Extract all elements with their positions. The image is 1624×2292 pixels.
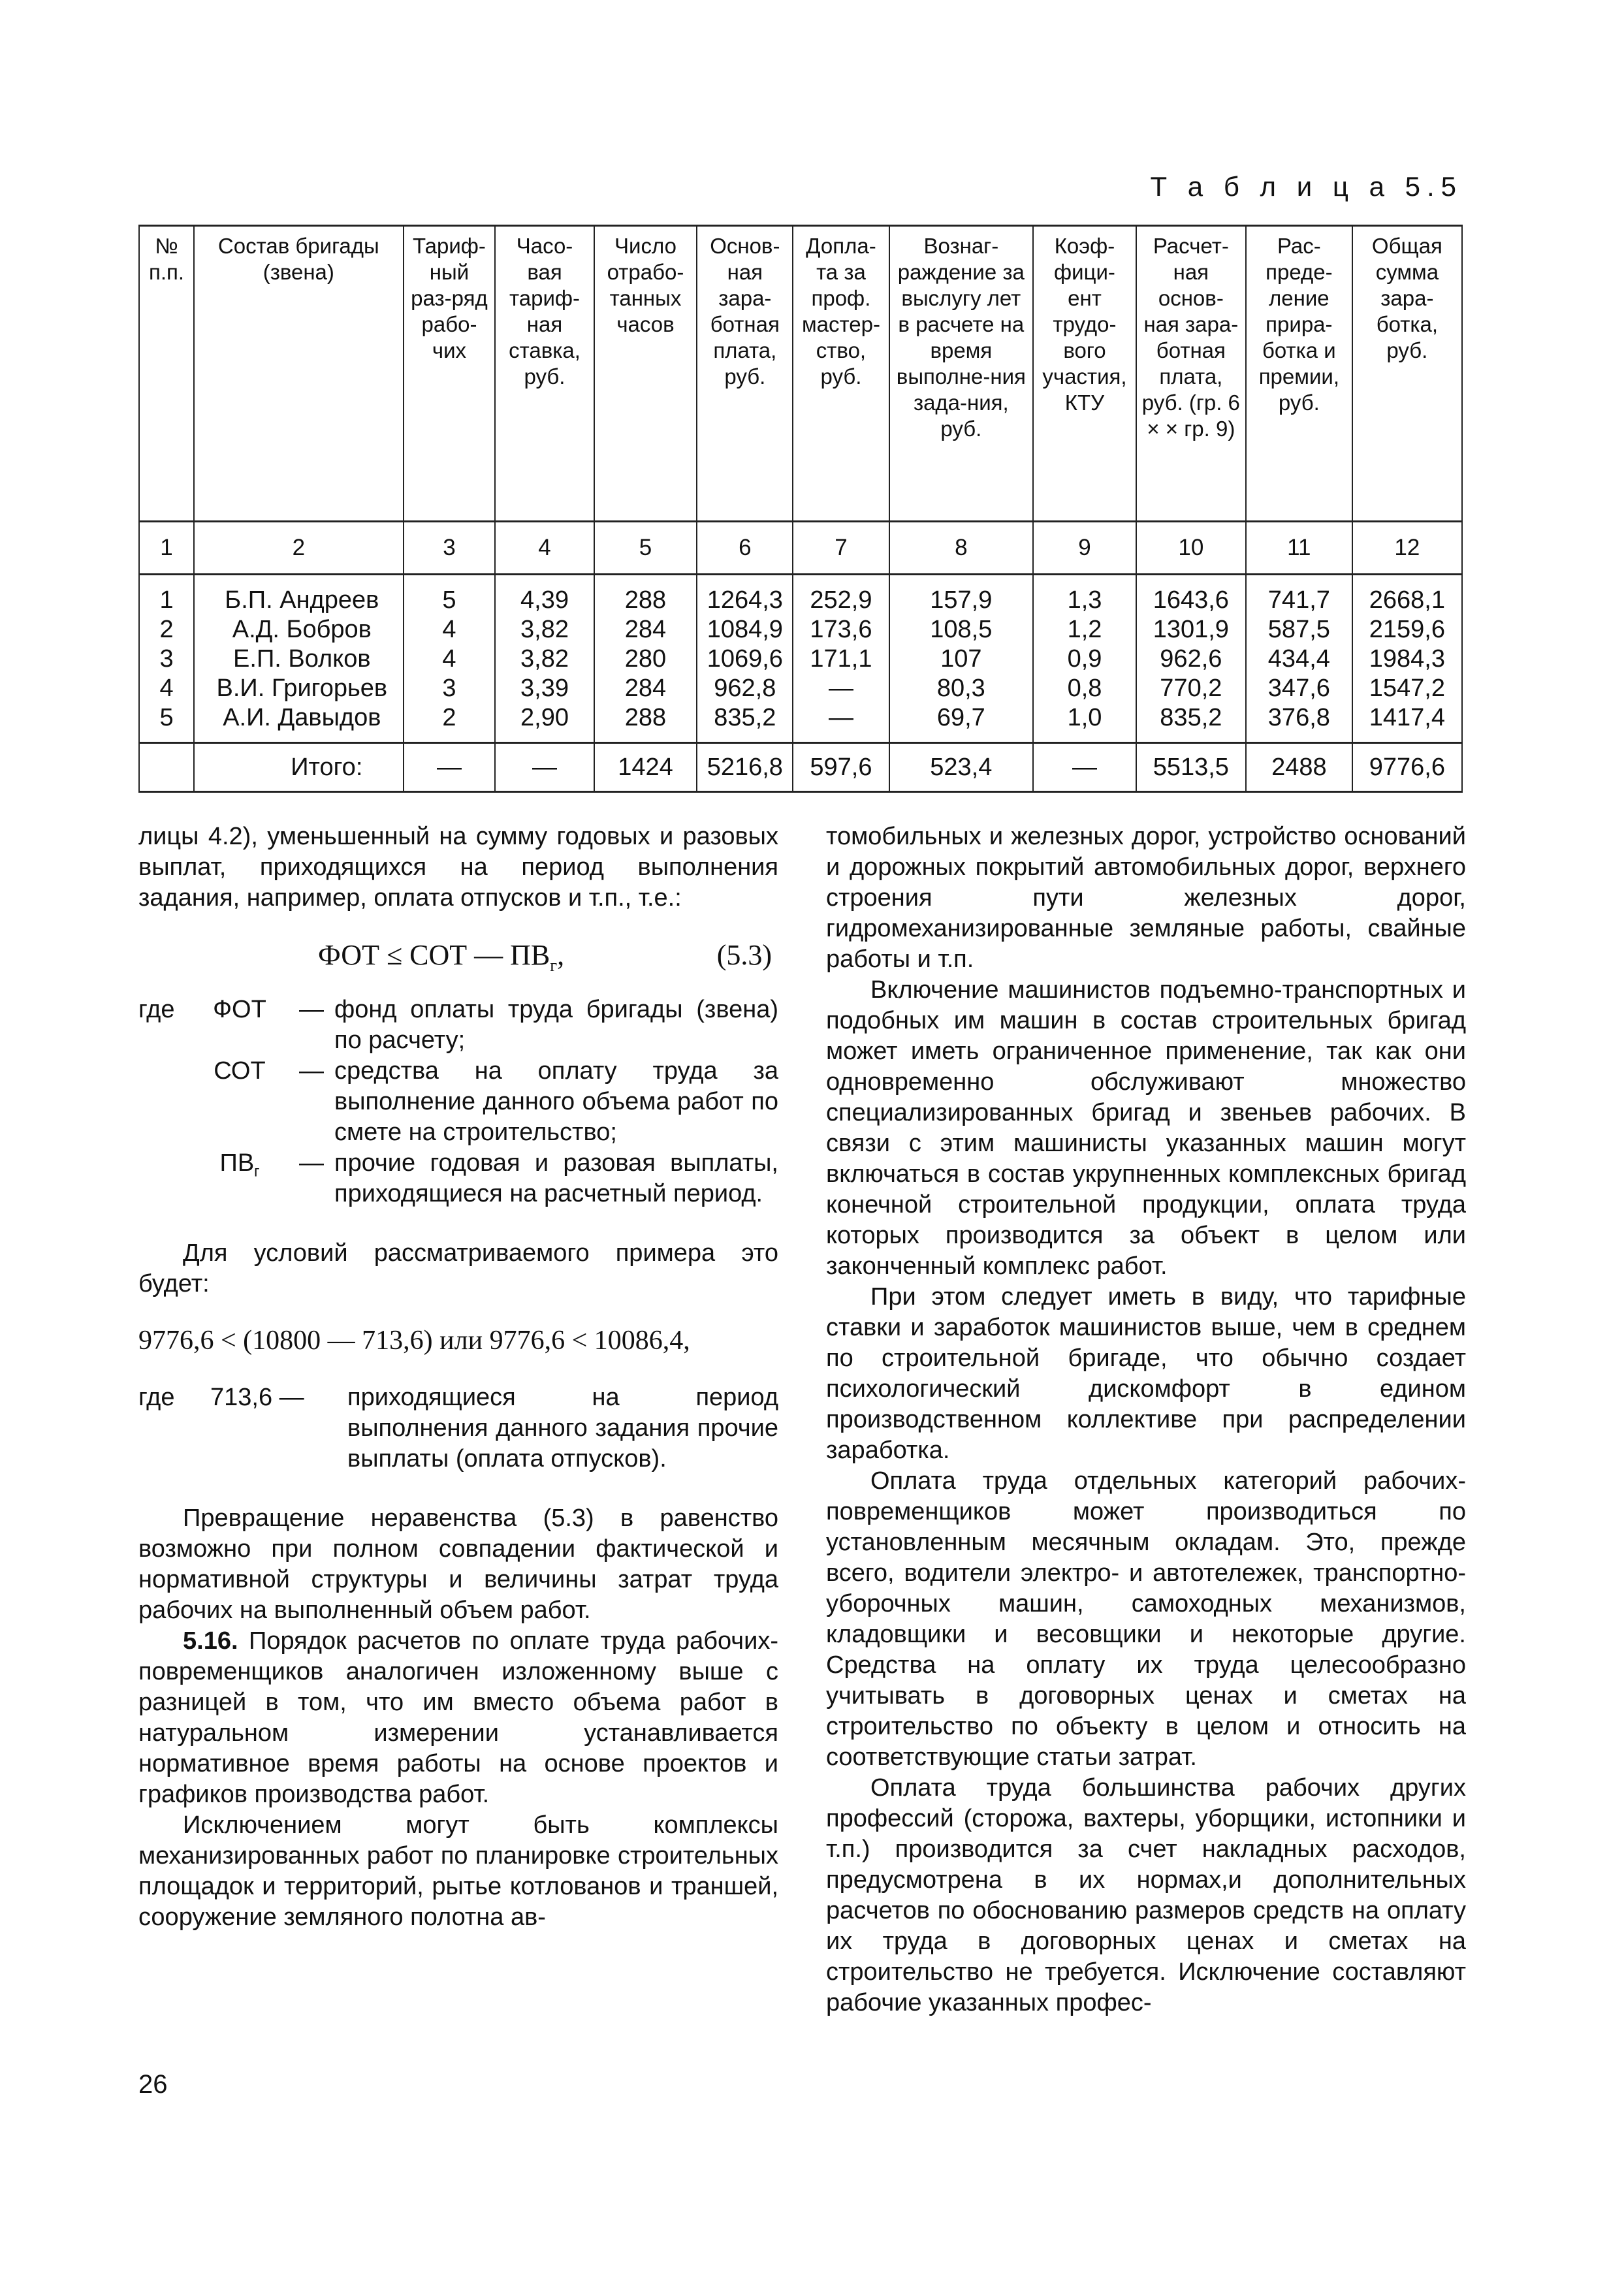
column-number-row xyxy=(139,522,1462,575)
definition-symbol: 713,6 — xyxy=(210,1384,304,1411)
table-cell: 962,6 xyxy=(1136,645,1246,674)
table-cell: 284 xyxy=(594,674,697,703)
column-number: 4 xyxy=(495,522,594,575)
table-cell: 770,2 xyxy=(1136,674,1246,703)
paragraph: Превращение неравенства (5.3) в равенство возможно при полном совпадении фактической и нормативной структуры и величины затрат труда рабочих на выполненный объем работ. xyxy=(138,1504,778,1624)
table-cell: 4 xyxy=(404,615,496,645)
table-cell: 347,6 xyxy=(1246,674,1352,703)
table-cell: 108,5 xyxy=(889,615,1034,645)
definition-text: приходящиеся на период выполнения данного задания прочие выплаты (оплата отпусков). xyxy=(347,1384,778,1472)
table-cell: 288 xyxy=(594,575,697,616)
definitions-list xyxy=(138,995,778,1209)
section-number: 5.16. xyxy=(183,1627,238,1655)
table-cell: 1547,2 xyxy=(1352,674,1462,703)
table-cell: 3,82 xyxy=(495,645,594,674)
total-row xyxy=(139,743,1462,792)
definition-dash: — xyxy=(299,1057,324,1085)
column-number: 12 xyxy=(1352,522,1462,575)
table-cell: 835,2 xyxy=(697,703,793,743)
header-cell: № п.п. xyxy=(139,226,194,522)
header-cell: Общая сумма зара-ботка, руб. xyxy=(1352,226,1462,522)
table-cell: 252,9 xyxy=(793,575,889,616)
definition-dash: — xyxy=(299,1149,324,1177)
table-cell: 9776,6 xyxy=(1352,743,1462,792)
right-column xyxy=(826,821,1466,2018)
formula-inequality: 9776,6 < (10800 — 713,6) или 9776,6 < 10086,4, xyxy=(138,1326,690,1356)
table-cell: 80,3 xyxy=(889,674,1034,703)
table-cell: — xyxy=(495,743,594,792)
table-cell: Б.П. Андреев xyxy=(194,575,404,616)
table-cell: 1 xyxy=(139,575,194,616)
formula-number: (5.3) xyxy=(716,939,772,971)
table-cell: 1084,9 xyxy=(697,615,793,645)
table-cell: 4 xyxy=(404,645,496,674)
definitions-list-2 xyxy=(138,1382,778,1474)
table-cell: В.И. Григорьев xyxy=(194,674,404,703)
table-row xyxy=(139,575,1462,616)
table-cell: 5513,5 xyxy=(1136,743,1246,792)
header-cell: Рас-преде-ление прира-ботка и премии, руб. xyxy=(1246,226,1352,522)
table-cell: — xyxy=(793,703,889,743)
table-row xyxy=(139,615,1462,645)
table-row xyxy=(139,703,1462,743)
column-number: 8 xyxy=(889,522,1034,575)
table-cell: 0,9 xyxy=(1033,645,1136,674)
where-label: где xyxy=(138,996,175,1023)
table-cell: 1301,9 xyxy=(1136,615,1246,645)
table-cell: 3 xyxy=(139,645,194,674)
table-cell: 1417,4 xyxy=(1352,703,1462,743)
table-cell: 69,7 xyxy=(889,703,1034,743)
column-number: 3 xyxy=(404,522,496,575)
table-cell: 4 xyxy=(139,674,194,703)
table-cell: 173,6 xyxy=(793,615,889,645)
header-cell: Часо-вая тариф-ная ставка, руб. xyxy=(495,226,594,522)
table-cell: 107 xyxy=(889,645,1034,674)
header-cell: Расчет-ная основ-ная зара-ботная плата, руб. (гр. 6 × × гр. 9) xyxy=(1136,226,1246,522)
definition-dash: — xyxy=(299,996,324,1023)
table-cell: 3 xyxy=(404,674,496,703)
table-cell: 1,3 xyxy=(1033,575,1136,616)
table-cell: — xyxy=(404,743,496,792)
column-number: 2 xyxy=(194,522,404,575)
paragraph: При этом следует иметь в виду, что тарифные ставки и заработок машинистов выше, чем в среднем по строительной бригаде, что обычно создает психологический дискомфорт в едином производственном коллективе при распределении заработка. xyxy=(826,1283,1466,1464)
total-label: Итого: xyxy=(194,743,404,792)
page-number: 26 xyxy=(138,2070,168,2099)
column-number: 6 xyxy=(697,522,793,575)
table-cell: 962,8 xyxy=(697,674,793,703)
column-number: 7 xyxy=(793,522,889,575)
table-cell xyxy=(139,743,194,792)
table-cell: — xyxy=(793,674,889,703)
column-number: 11 xyxy=(1246,522,1352,575)
table-cell: 587,5 xyxy=(1246,615,1352,645)
table-cell: 5 xyxy=(404,575,496,616)
paragraph: томобильных и железных дорог, устройство оснований и дорожных покрытий автомобильных дорог, верхнего строения пути железных дорог, гидромеханизированные земляные работы, свайные работы и т.п. xyxy=(826,823,1466,973)
table-cell: 1643,6 xyxy=(1136,575,1246,616)
column-number: 5 xyxy=(594,522,697,575)
table-cell: 1424 xyxy=(594,743,697,792)
table-cell: 523,4 xyxy=(889,743,1034,792)
column-number: 1 xyxy=(139,522,194,575)
header-cell: Состав бригады (звена) xyxy=(194,226,404,522)
header-cell: Коэф-фици-ент трудо-вого участия, КТУ xyxy=(1033,226,1136,522)
header-row xyxy=(139,226,1462,522)
definition-text: фонд оплаты труда бригады (звена) по расчету; xyxy=(334,996,778,1054)
table-cell: 2488 xyxy=(1246,743,1352,792)
table-cell: 741,7 xyxy=(1246,575,1352,616)
definition-symbol: СОТ xyxy=(214,1057,266,1085)
table-cell: 1984,3 xyxy=(1352,645,1462,674)
column-number: 9 xyxy=(1033,522,1136,575)
paragraph: лицы 4.2), уменьшенный на сумму годовых и разовых выплат, приходящихся на период выполнения задания, например, оплата отпусков и т.п., т.е.: xyxy=(138,823,778,912)
table-cell: Е.П. Волков xyxy=(194,645,404,674)
table-cell: 5 xyxy=(139,703,194,743)
paragraph: Исключением могут быть комплексы механизированных работ по планировке строительных площадок и территорий, рытье котлованов и траншей, сооружение земляного полотна ав- xyxy=(138,1811,778,1931)
formula-expression: ФОТ ≤ СОТ — $ПВ_г$, xyxy=(318,939,565,975)
formula-5-3 xyxy=(138,934,778,981)
table-cell: 3,82 xyxy=(495,615,594,645)
paragraph: Оплата труда отдельных категорий рабочих-повременщиков может производиться по установленным месячным окладам. Это, прежде всего, водители электро- и автотележек, транспортно-уборочных машин, самоходных механизмов, кладовщики и весовщики и некоторые другие. Средства на оплату их труда целесообразно учитывать в договорных ценах и сметах на строительство по объекту в целом и относить на соответствующие статьи затрат. xyxy=(826,1467,1466,1771)
table-cell: 597,6 xyxy=(793,743,889,792)
left-column xyxy=(138,821,778,1933)
table-cell: 2,90 xyxy=(495,703,594,743)
table-cell: 376,8 xyxy=(1246,703,1352,743)
paragraph-5-16: 5.16. Порядок расчетов по оплате труда рабочих-повременщиков аналогичен изложенному выше с разницей в том, что им вместо объема работ в натуральном измерении устанавливается нормативное время работы на основе проектов и графиков производства работ. xyxy=(138,1627,778,1808)
table-cell: 1069,6 xyxy=(697,645,793,674)
table-cell: 171,1 xyxy=(793,645,889,674)
table-cell: 288 xyxy=(594,703,697,743)
paragraph: Оплата труда большинства рабочих других профессий (сторожа, вахтеры, уборщики, истопники и т.п.) производится за счет накладных расходов, предусмотрена в их нормах,и дополнительных расчетов по обоснованию размеров средств на оплату их труда в договорных ценах и сметах на строительство не требуется. Исключение составляют рабочие указанных профес- xyxy=(826,1774,1466,2016)
definition-symbol: $ПВ_г$ xyxy=(219,1149,260,1180)
definition-item xyxy=(138,1382,778,1474)
table-caption: Т а б л и ц а 5.5 xyxy=(1150,171,1463,202)
table-cell: 4,39 xyxy=(495,575,594,616)
table-cell: 5216,8 xyxy=(697,743,793,792)
header-cell: Вознаг-раждение за выслугу лет в расчете на время выполне-ния зада-ния, руб. xyxy=(889,226,1034,522)
definition-item xyxy=(138,1056,778,1148)
table-cell: 434,4 xyxy=(1246,645,1352,674)
table-cell: 280 xyxy=(594,645,697,674)
wage-table xyxy=(138,225,1463,793)
table-cell: 2 xyxy=(404,703,496,743)
definition-symbol: ФОТ xyxy=(213,996,266,1023)
header-cell: Допла-та за проф. мастер-ство, руб. xyxy=(793,226,889,522)
definition-text: средства на оплату труда за выполнение данного объема работ по смете на строительство; xyxy=(334,1057,778,1146)
paragraph: Для условий рассматриваемого примера это будет: xyxy=(138,1239,778,1297)
table-cell: 2 xyxy=(139,615,194,645)
table-cell: 284 xyxy=(594,615,697,645)
table-cell: 1,0 xyxy=(1033,703,1136,743)
table-cell: А.И. Давыдов xyxy=(194,703,404,743)
table-body xyxy=(139,575,1462,743)
header-cell: Основ-ная зара-ботная плата, руб. xyxy=(697,226,793,522)
table-row xyxy=(139,674,1462,703)
table-cell: 157,9 xyxy=(889,575,1034,616)
table-cell: 2159,6 xyxy=(1352,615,1462,645)
table-cell: 1,2 xyxy=(1033,615,1136,645)
table-cell: А.Д. Бобров xyxy=(194,615,404,645)
definition-text: прочие годовая и разовая выплаты, приходящиеся на расчетный период. xyxy=(334,1149,778,1207)
table-cell: 835,2 xyxy=(1136,703,1246,743)
table-cell: 3,39 xyxy=(495,674,594,703)
table-cell: 1264,3 xyxy=(697,575,793,616)
header-cell: Тариф-ный раз-ряд рабо-чих xyxy=(404,226,496,522)
column-number: 10 xyxy=(1136,522,1246,575)
table-cell: 0,8 xyxy=(1033,674,1136,703)
definition-item xyxy=(138,995,778,1056)
definition-item xyxy=(138,1148,778,1209)
header-cell: Число отрабо-танных часов xyxy=(594,226,697,522)
paragraph: Включение машинистов подъемно-транспортных и подобных им машин в состав строительных бригад может иметь ограниченное применение, так как они одновременно обслуживают множество специализированных бригад и звеньев рабочих. В связи с этим машинисты указанных машин могут включаться в состав укрупненных комплексных бригад конечной строительной продукции, оплата труда которых производится за объект в целом или законченный комплекс работ. xyxy=(826,976,1466,1280)
table-cell: — xyxy=(1033,743,1136,792)
table-cell: 2668,1 xyxy=(1352,575,1462,616)
table-row xyxy=(139,645,1462,674)
where-label: где xyxy=(138,1384,175,1411)
